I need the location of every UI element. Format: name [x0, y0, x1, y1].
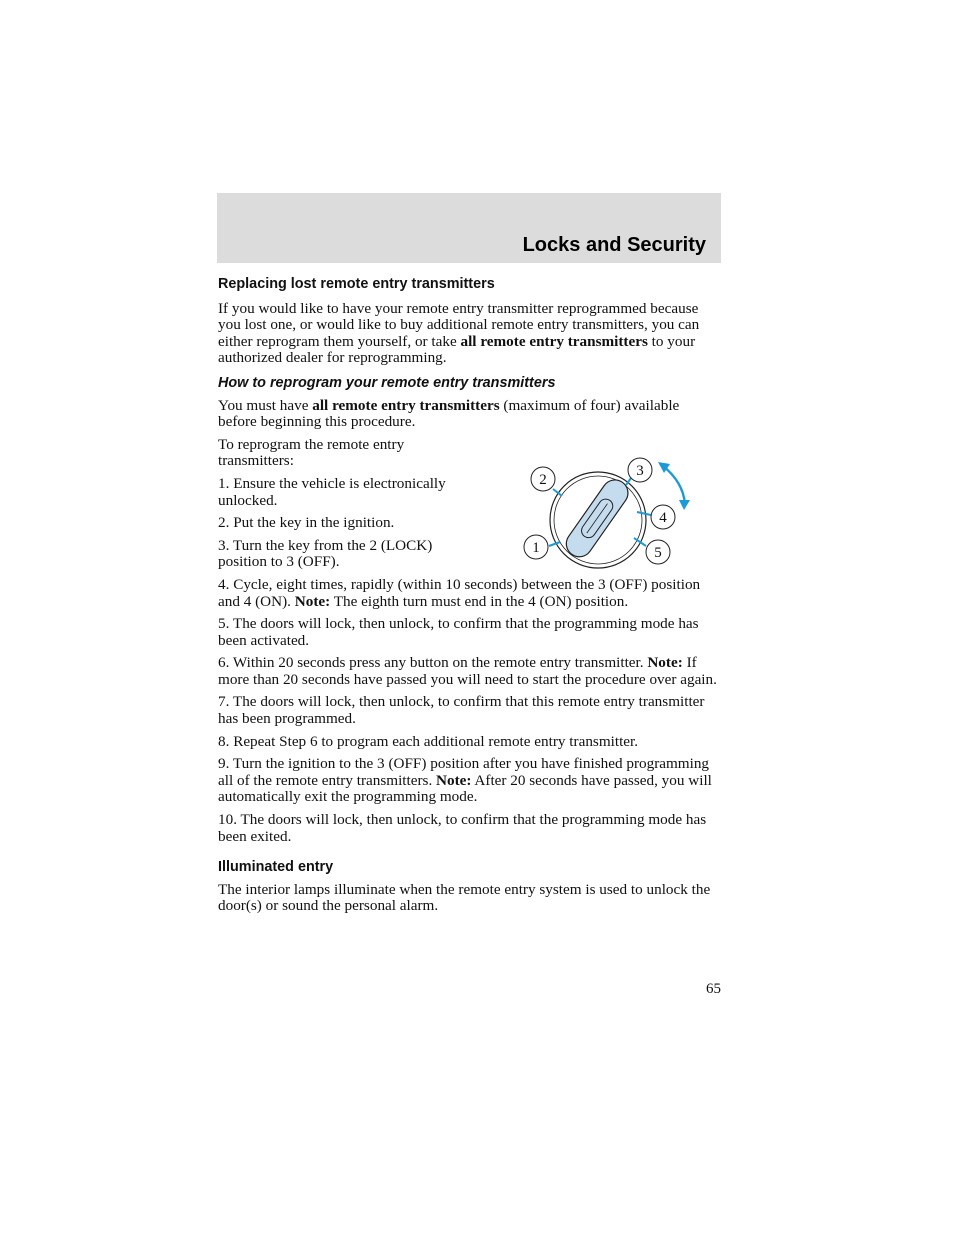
section-header-band	[217, 193, 721, 263]
text: After 20 seconds have passed, you will automatically exit the programming mode.	[218, 771, 712, 806]
text: 6. Within 20 seconds press any button on the remote entry transmitter.	[218, 654, 648, 672]
section-title: Locks and Security	[522, 234, 706, 256]
text: to your authorized dealer for reprogramming.	[218, 332, 696, 367]
paragraph-replacing	[218, 301, 721, 367]
step-6	[218, 655, 721, 688]
label-4-text: 4	[659, 510, 667, 526]
ignition-key-diagram	[518, 452, 696, 570]
step-3: 3. Turn the key from the 2 (LOCK) position to 3 (OFF).	[218, 536, 433, 571]
position-label-4	[651, 505, 675, 529]
bold-text: all remote entry transmitters	[460, 332, 648, 350]
arrow-head-down-icon	[679, 500, 690, 510]
label-3-text: 3	[636, 463, 644, 479]
note-label: Note:	[647, 654, 683, 672]
label-5-text: 5	[654, 545, 662, 561]
note-label: Note:	[436, 771, 472, 789]
bold-text: all remote entry transmitters	[312, 396, 500, 414]
step-2: 2. Put the key in the ignition.	[218, 514, 395, 532]
text: 9. Turn the ignition to the 3 (OFF) position after you have finished programming all of the remote entry transmitters.	[218, 755, 710, 789]
text: You must have	[218, 396, 313, 414]
step-1: 1. Ensure the vehicle is electronically unlocked.	[218, 474, 446, 509]
step-10: 10. The doors will lock, then unlock, to confirm that the programming mode has been exited.	[218, 811, 707, 845]
step-4	[218, 577, 721, 610]
heading-illuminated-entry: Illuminated entry	[218, 859, 334, 876]
label-2-text: 2	[539, 472, 547, 488]
heading-replacing-transmitters: Replacing lost remote entry transmitters	[218, 276, 495, 292]
text: If more than 20 seconds have passed you will need to start the procedure over again.	[218, 654, 717, 688]
reprogram-intro: To reprogram the remote entry transmitters:	[218, 435, 405, 470]
page-number: 65	[706, 981, 721, 997]
step-7: 7. The doors will lock, then unlock, to confirm that this remote entry transmitter has been programmed.	[218, 693, 705, 728]
paragraph-must-have	[218, 398, 721, 431]
text: (maximum of four) available before beginning this procedure.	[218, 396, 680, 431]
note-label: Note:	[294, 592, 331, 610]
text: If you would like to have your remote entry transmitter reprogrammed because you lost one, or would like to buy additional remote entry transmitters, you can either reprogram them yourself, or take	[218, 299, 700, 350]
page-content	[218, 276, 721, 915]
paragraph-illuminated-entry: The interior lamps illuminate when the remote entry system is used to unlock the door(s) or sound the personal alarm.	[218, 880, 711, 915]
heading-how-to-reprogram: How to reprogram your remote entry transmitters	[218, 374, 556, 391]
step-9	[218, 756, 721, 806]
rotation-arc	[663, 466, 685, 504]
step-5: 5. The doors will lock, then unlock, to confirm that the programming mode has been activated.	[218, 615, 699, 649]
step-8: 8. Repeat Step 6 to program each additional remote entry transmitter.	[218, 732, 639, 750]
label-1-text: 1	[532, 540, 540, 556]
position-label-3	[628, 458, 652, 482]
text: 4. Cycle, eight times, rapidly (within 10 seconds) between the 3 (OFF) position and 4 (ON).	[218, 575, 701, 610]
position-label-5	[646, 540, 670, 564]
text: The eighth turn must end in the 4 (ON) position.	[330, 592, 629, 610]
position-label-1	[524, 535, 548, 559]
position-label-2	[531, 467, 555, 491]
